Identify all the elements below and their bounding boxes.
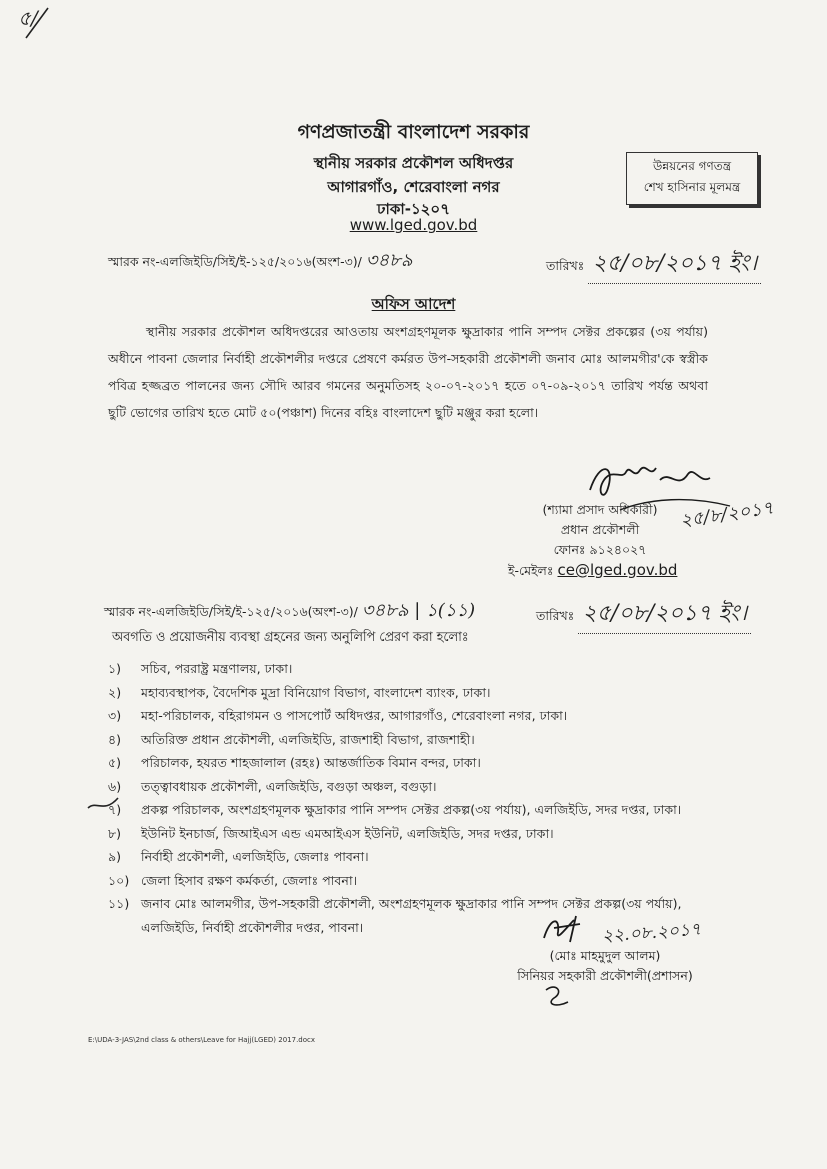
list-item — [108, 869, 728, 893]
memo-date-value: ২৫/০৮/২০১৭ ইং। — [588, 246, 761, 284]
memo2-reference-number: ৩৪৮৯ | ১(১১) — [361, 600, 476, 621]
government-title: গণপ্রজাতন্ত্রী বাংলাদেশ সরকার — [297, 121, 530, 143]
list-item-number: ৯) — [108, 849, 122, 864]
memo2-reference — [104, 596, 475, 627]
memo-reference-number: ৩৪৮৯ — [365, 250, 413, 271]
list-item — [108, 751, 728, 775]
department-name: স্থানীয় সরকার প্রকৌশল অধিদপ্তর — [313, 154, 514, 172]
list-item-text: তত্ত্বাবধায়ক প্রকৌশলী, এলজিইডি, বগুড়া অঞ্চল, বগুড়া। — [141, 778, 437, 794]
signatory2-designation: সিনিয়র সহকারী প্রকৌশলী(প্রশাসন) — [517, 968, 693, 983]
footer-file-path: E:\UDA-3-JAS\2nd class & others\Leave for Hajj(LGED) 2017.docx — [88, 1036, 316, 1044]
website-link[interactable]: www.lged.gov.bd — [349, 216, 478, 234]
list-item — [108, 681, 728, 705]
list-item-number: ৭) — [108, 802, 122, 817]
list-item — [108, 822, 728, 846]
memo2-date-value: ২৫/০৮/২০১৭ ইং। — [578, 596, 751, 634]
motto-line-2: শেখ হাসিনার মূলমন্ত্র — [643, 180, 741, 194]
forwarding-title: অবগতি ও প্রয়োজনীয় ব্যবস্থা গ্রহনের জন্য অনুলিপি প্রেরণ করা হলোঃ — [112, 630, 469, 645]
initial-mark — [536, 982, 576, 1012]
list-item — [108, 798, 728, 822]
list-item-number: ১১) — [108, 896, 130, 911]
list-item-text: পরিচালক, হযরত শাহজালাল (রহঃ) আন্তর্জাতিক বিমান বন্দর, ঢাকা। — [141, 755, 481, 770]
list-item — [108, 704, 728, 728]
list-item — [108, 728, 728, 752]
memo-reference-label: স্মারক নং-এলজিইডি/সিই/ই-১২৫/২০১৬(অংশ-৩)/ — [108, 254, 362, 269]
signatory2-name: (মোঃ মাহমুদুল আলম) — [549, 948, 661, 963]
list-item-text: প্রকল্প পরিচালক, অংশগ্রহণমূলক ক্ষুদ্রাকার পানি সম্পদ সেক্টর প্রকল্প(৩য় পর্যায়), এলজিইডি, সদর দপ্তর, ঢাকা। — [141, 802, 682, 817]
list-item-text: মহা-পরিচালক, বহিরাগমন ও পাসপোর্ট অধিদপ্তর, আগারগাঁও, শেরেবাংলা নগর, ঢাকা। — [141, 708, 568, 723]
signatory-phone: ফোনঃ ৯১২৪০২৭ — [553, 542, 647, 557]
corner-slash-stroke — [22, 6, 52, 40]
list-item-number: ৪) — [108, 731, 122, 747]
list-item-text: জনাব মোঃ আলমগীর, উপ-সহকারী প্রকৌশলী, অংশগ্রহণমূলক ক্ষুদ্রাকার পানি সম্পদ সেক্টর প্রকল্প(৩য় পর্যায়), এলজিইডি, নির্বাহী প্রকৌশলীর দপ্তর, পাবনা। — [141, 896, 682, 935]
signatory2-block — [505, 946, 705, 986]
list-item-number: ৬) — [108, 778, 122, 794]
signatory-designation: প্রধান প্রকৌশলী — [560, 522, 640, 537]
corner-mark-text: ৫/ — [18, 6, 38, 30]
list-item-number: ৫) — [108, 755, 122, 770]
signature2-date-handwritten: ২২.০৮.২০১৭ — [601, 919, 702, 947]
list-item-number: ২) — [108, 684, 122, 700]
office-order-title: অফিস আদেশ — [371, 295, 456, 313]
signature-date-handwritten: ২৫/৮/২০১৭ — [678, 497, 775, 532]
memo-date-label: তারিখঃ — [546, 258, 585, 273]
memo2-date-label: তারিখঃ — [536, 608, 575, 623]
list-item-number: ১০) — [108, 872, 130, 888]
signatory-block — [520, 500, 680, 560]
list-item-number: ১) — [108, 661, 122, 676]
motto-line-1: উন্নয়নের গণতন্ত্র — [652, 159, 732, 173]
email-label: ই-মেইলঃ — [508, 563, 554, 578]
office-order-body — [108, 318, 708, 426]
department-city: ঢাকা-১২০৭ — [377, 200, 450, 218]
memo-date — [546, 246, 761, 284]
office-order-text: স্থানীয় সরকার প্রকৌশল অধিদপ্তরের আওতায় অংশগ্রহণমূলক ক্ষুদ্রাকার পানি সম্পদ সেক্টর প্রকল্পের (৩য় পর্যায়) অধীনে পাবনা জেলার নির্বাহী প্রকৌশলীর দপ্তরে প্রেষণে কর্মরত উপ-সহকারী প্রকৌশলী জনাব মোঃ আলমগীর'কে স্বস্ত্রীক পবিত্র হজ্জব্রত পালনের জন্য সৌদি আরব গমনের অনুমতিসহ ২০-০৭-২০১৭ হতে ০৭-০৯-২০১৭ তারিখ পর্যন্ত অথবা ছুটি ভোগের তারিখ হতে মোট ৫০(পঞ্চাশ) দিনের বহিঃ বাংলাদেশ ছুটি মঞ্জুর করা হলো। — [108, 324, 708, 420]
list-item-text: নির্বাহী প্রকৌশলী, এলজিইডি, জেলাঃ পাবনা। — [141, 849, 369, 864]
list-item-text: ইউনিট ইনচার্জ, জিআইএস এন্ড এমআইএস ইউনিট, এলজিইডি, সদর দপ্তর, ঢাকা। — [141, 825, 554, 841]
department-address: আগারগাঁও, শেরেবাংলা নগর — [327, 178, 500, 196]
memo2-date — [536, 596, 751, 634]
handwritten-tick-mark — [86, 794, 120, 818]
memo-reference — [108, 246, 413, 277]
signatory-name: (শ্যামা প্রসাদ অধিকারী) — [542, 502, 658, 517]
list-item — [108, 657, 728, 681]
list-item-number: ৩) — [108, 708, 122, 723]
list-item — [108, 845, 728, 869]
motto-box — [626, 152, 758, 205]
memo2-reference-label: স্মারক নং-এলজিইডি/সিই/ই-১২৫/২০১৬(অংশ-৩)/ — [104, 604, 358, 619]
list-item-text: মহাব্যবস্থাপক, বৈদেশিক মুদ্রা বিনিয়োগ বিভাগ, বাংলাদেশ ব্যাংক, ঢাকা। — [141, 684, 491, 700]
signatory-email — [508, 560, 677, 581]
email-link[interactable]: ce@lged.gov.bd — [557, 561, 678, 579]
list-item-text: জেলা হিসাব রক্ষণ কর্মকর্তা, জেলাঃ পাবনা। — [141, 872, 358, 888]
list-item — [108, 775, 728, 799]
distribution-list — [108, 657, 728, 939]
list-item-number: ৮) — [108, 825, 122, 841]
list-item-text: সচিব, পররাষ্ট্র মন্ত্রণালয়, ঢাকা। — [141, 661, 293, 676]
list-item-text: অতিরিক্ত প্রধান প্রকৌশলী, এলজিইডি, রাজশাহী বিভাগ, রাজশাহী। — [141, 731, 475, 747]
